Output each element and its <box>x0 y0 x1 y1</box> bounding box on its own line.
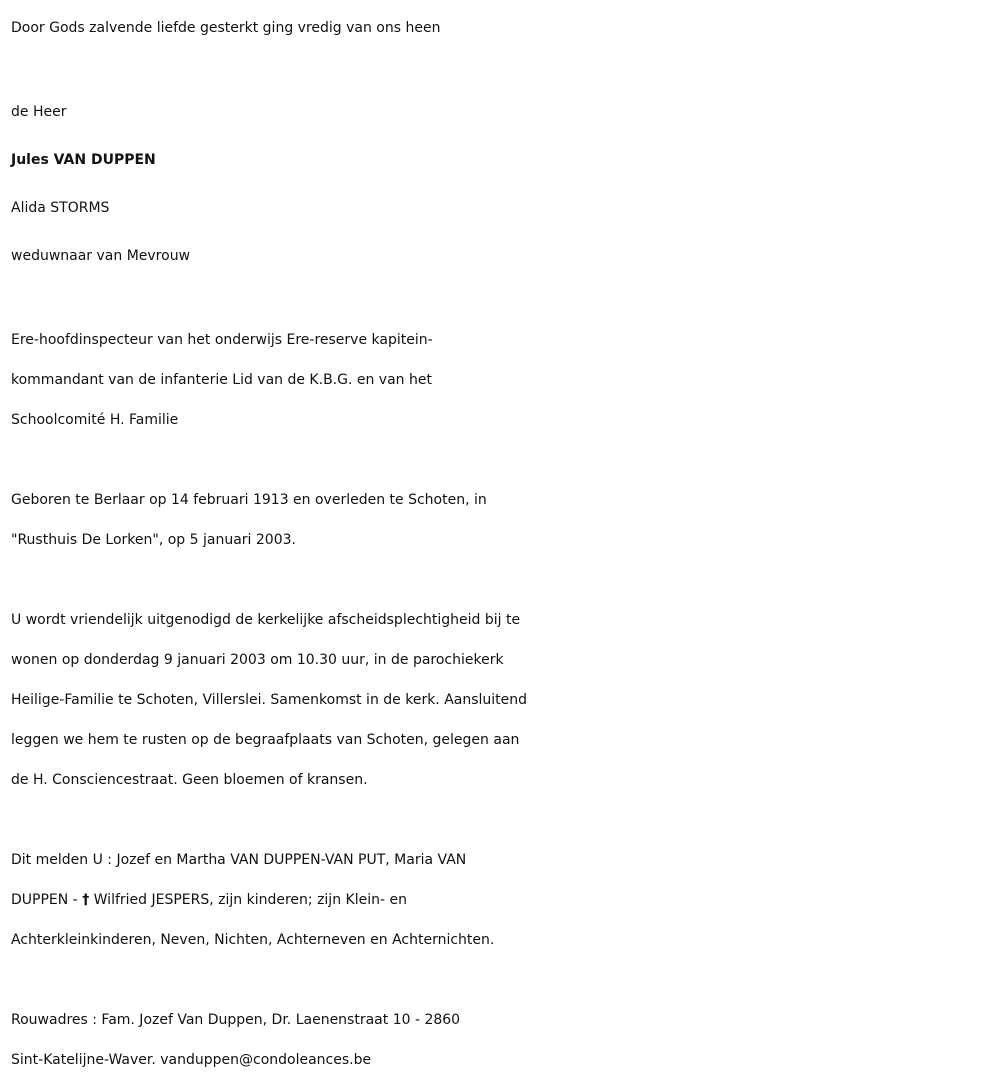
invitation-paragraph <box>11 600 1000 800</box>
cross-icon: † <box>82 892 90 908</box>
address-paragraph <box>11 1000 1000 1080</box>
invitation-line: Heilige-Familie te Schoten, Villerslei. Samenkomst in de kerk. Aansluitend <box>11 692 528 708</box>
announcers-line <box>11 880 1000 920</box>
spouse-name: Alida STORMS <box>11 200 110 216</box>
spacer <box>11 48 1000 88</box>
invitation-line: de H. Consciencestraat. Geen bloemen of kransen. <box>11 772 368 788</box>
email-link[interactable]: vanduppen@condoleances.be <box>160 1052 372 1068</box>
spacer <box>11 560 1000 600</box>
spacer <box>11 960 1000 1000</box>
address-line: Rouwadres : Fam. Jozef Van Duppen, Dr. Laenenstraat 10 - 2860 <box>11 1012 461 1028</box>
invitation-line: leggen we hem te rusten op de begraafplaats van Schoten, gelegen aan <box>11 732 520 748</box>
announcers-text: DUPPEN - <box>11 892 83 908</box>
spacer <box>11 800 1000 840</box>
invitation-line: wonen op donderdag 9 januari 2003 om 10.30 uur, in de parochiekerk <box>11 652 504 668</box>
announcers-line: Dit melden U : Jozef en Martha VAN DUPPEN-VAN PUT, Maria VAN <box>11 852 467 868</box>
titles-line: Schoolcomité H. Familie <box>11 412 179 428</box>
relation-text: weduwnaar van Mevrouw <box>11 248 191 264</box>
invitation-line: U wordt vriendelijk uitgenodigd de kerkelijke afscheidsplechtigheid bij te <box>11 612 521 628</box>
announcers-text: Wilfried JESPERS, zijn kinderen; zijn Klein- en <box>89 892 407 908</box>
birth-death-paragraph <box>11 480 1000 560</box>
spacer <box>11 280 1000 320</box>
announcers-paragraph <box>11 840 1000 960</box>
announcers-line: Achterkleinkinderen, Neven, Nichten, Achterneven en Achternichten. <box>11 932 495 948</box>
birth-death-line: "Rusthuis De Lorken", op 5 januari 2003. <box>11 532 296 548</box>
salutation: de Heer <box>11 104 67 120</box>
titles-line: kommandant van de infanterie Lid van de K.B.G. en van het <box>11 372 432 388</box>
titles-paragraph <box>11 320 1000 440</box>
birth-death-line: Geboren te Berlaar op 14 februari 1913 en overleden te Schoten, in <box>11 492 487 508</box>
titles-line: Ere-hoofdinspecteur van het onderwijs Ere-reserve kapitein- <box>11 332 433 348</box>
intro-text: Door Gods zalvende liefde gesterkt ging vredig van ons heen <box>11 20 441 36</box>
deceased-name: Jules VAN DUPPEN <box>11 152 156 168</box>
spacer <box>11 440 1000 480</box>
address-line <box>11 1040 1000 1080</box>
address-text: Sint-Katelijne-Waver. <box>11 1052 161 1068</box>
